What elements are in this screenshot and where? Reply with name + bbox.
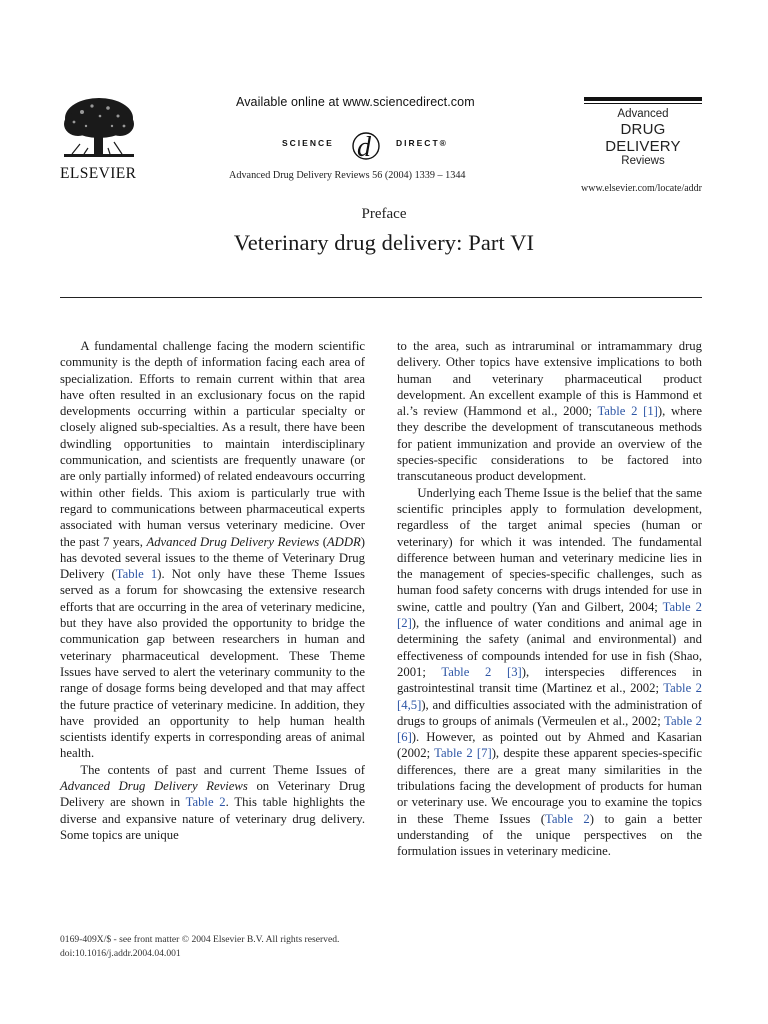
body-text: ). Not only have these Theme Issues served as a forum for showcasing the extensive research efforts that are occurring in the area of veterinary medicine, but they have also provided the opportunity to bridge the communication gap between researchers in human and veterinary pharmaceutical development. These Theme Issues have served to alert the veterinary community to the range of dosage forms being developed and that may affect the future practice of veterinary medicine. In addition, they have provided an opportunity to help human health scientists identify experts in corresponding areas of animal health. [60, 567, 365, 761]
body-paragraph [60, 338, 365, 762]
available-online-text: Available online at www.sciencedirect.com [236, 95, 475, 109]
body-text: ) has devoted several issues to the theme of Veterinary Drug Delivery ( [60, 534, 365, 582]
body-text: ), the influence of water conditions and animal age in determining the safety (animal and environmental) and effectiveness of compounds intended for use in fish (Shao, 2001; [397, 616, 702, 679]
table-reference-link[interactable]: Table 2 [7] [434, 746, 492, 761]
body-text: . This table highlights the diverse and expansive nature of veterinary drug delivery. Some topics are unique [60, 795, 365, 842]
body-paragraph [60, 762, 365, 843]
table-reference-link[interactable]: Table 2 [2] [397, 599, 702, 631]
body-paragraph [397, 485, 702, 860]
body-text: ), despite these apparent species-specific differences, there are a great many similarities in the tribulations facing the development of products for human or veterinary use. We encourage you to examine the topics in these Theme Issues ( [397, 746, 702, 826]
journal-name-italic: Advanced Drug Delivery Reviews [146, 534, 320, 549]
journal-logo-line3: Reviews [621, 155, 665, 167]
journal-logo [584, 97, 702, 168]
journal-logo-thick-rule [584, 97, 702, 101]
journal-logo-line2: DRUG DELIVERY [605, 121, 681, 155]
table-reference-link[interactable]: Table 2 [6] [397, 713, 702, 745]
body-text: ) to gain a better understanding of the unique perspectives on the formulation issues in veterinary medicine. [397, 811, 703, 859]
svg-text:d: d [357, 132, 371, 162]
body-text: A fundamental challenge facing the modern scientific community is the depth of information facing each area of specialization. Efforts to remain current within that area have often resulted in an exclusionary focus on the rapid developments occurring within a particular specialty or closely aligned sub-specialties. As a result, there have been dwindling opportunities to maintain interdisciplinary communication, and scientists are frequently unaware (or are only partially informed) of related endeavours occurring within other fields. This axiom is particularly true with regard to communications between pharmaceutical experts associated with human versus veterinary medicine. Over the past 7 years, [60, 339, 365, 549]
journal-logo-thin-rule [584, 103, 702, 104]
journal-name-italic: Advanced Drug Delivery Reviews [60, 779, 248, 794]
elsevier-logo [60, 96, 138, 183]
journal-citation: Advanced Drug Delivery Reviews 56 (2004) 1339 – 1344 [229, 170, 466, 181]
body-text: ), interspecies differences in gastrointestinal transit time (Martinez et al., 2002; [397, 664, 702, 696]
body-text: The contents of past and current Theme Issues of [80, 762, 365, 777]
left-column [60, 338, 365, 843]
title-divider [60, 297, 702, 298]
doi-line: doi:10.1016/j.addr.2004.04.001 [60, 948, 181, 959]
journal-logo-line1: Advanced [617, 108, 669, 120]
section-label: Preface [361, 206, 407, 222]
sciencedirect-left-word: SCIENCE [282, 138, 334, 148]
body-text: ), where they describe the development of transcutaneous methods for patient immunization and provide an overview of the species-specific considerations to be factored into transcutaneous product development. [397, 404, 702, 484]
copyright-line: 0169-409X/$ - see front matter © 2004 Elsevier B.V. All rights reserved. [60, 934, 340, 945]
body-text: ( [319, 534, 327, 549]
body-paragraph [397, 338, 702, 485]
right-column [397, 338, 702, 860]
body-text: to the area, such as intraruminal or intramammary drug delivery. Other topics have extensive implications to both human and veterinary pharmaceutical product development. An excellent example of this is Hammond et al.’s review (Hammond et al., 2000; [397, 339, 702, 419]
body-text: on Veterinary Drug Delivery are shown in [60, 779, 365, 810]
sciencedirect-right-word: DIRECT® [396, 138, 448, 148]
journal-logo-text [584, 108, 702, 168]
copyright-footer [60, 933, 339, 961]
elsevier-tree-icon [60, 96, 138, 164]
body-text: ), and difficulties associated with the administration of drugs to groups of animals (Vermeulen et al., 2002; [397, 697, 702, 728]
sciencedirect-logo [278, 128, 478, 162]
body-text: Underlying each Theme Issue is the belief that the same scientific principles apply to formulation development, regardless of the target animal species (human or veterinary) for which it was intended. The fundamental difference between human and veterinary medicine lies in the management of species-specific challenges, such as human food safety concerns with drugs intended for use in swine, cattle and poultry (Yan and Gilbert, 2004; [397, 485, 702, 614]
journal-abbrev-italic: ADDR [326, 534, 361, 549]
sciencedirect-d-icon [344, 128, 388, 162]
table-reference-link[interactable]: Table 2 [4,5] [397, 681, 702, 712]
table-reference-link[interactable]: Table 2 [544, 811, 590, 826]
publisher-name: ELSEVIER [60, 165, 137, 182]
body-text: ). However, as pointed out by Ahmed and Kasarian (2002; [397, 730, 702, 761]
table-reference-link[interactable]: Table 2 [185, 795, 226, 810]
journal-url-link[interactable]: www.elsevier.com/locate/addr [581, 183, 702, 194]
table-reference-link[interactable]: Table 1 [115, 567, 158, 582]
table-reference-link[interactable]: Table 2 [1] [597, 404, 658, 419]
article-title: Veterinary drug delivery: Part VI [233, 230, 535, 255]
table-reference-link[interactable]: Table 2 [3] [441, 664, 522, 679]
